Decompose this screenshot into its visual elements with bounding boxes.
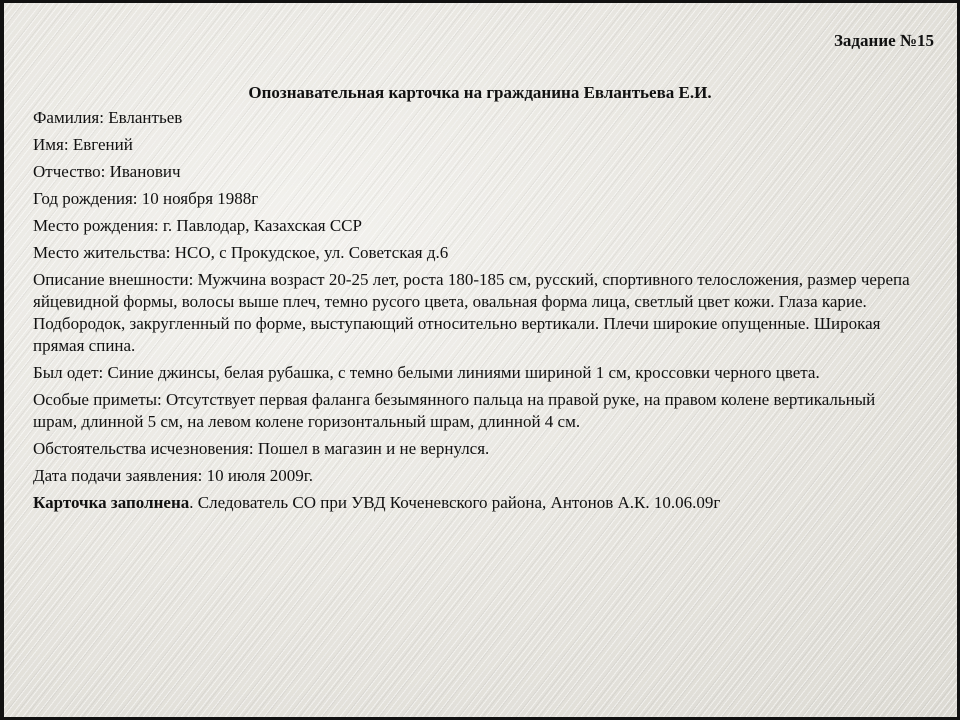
- field-birth-place: [33, 215, 913, 237]
- field-label: Описание внешности:: [33, 270, 194, 289]
- field-birth-date: [33, 188, 913, 210]
- field-value: г. Павлодар, Казахская ССР: [162, 216, 362, 235]
- field-value: 10 июля 2009г.: [206, 466, 314, 485]
- field-label: Место жительства:: [33, 243, 171, 262]
- field-value: Иванович: [109, 162, 181, 181]
- field-special-marks: [33, 389, 913, 433]
- task-label: Задание №15: [833, 31, 934, 50]
- field-label: Фамилия:: [33, 108, 104, 127]
- field-value: 10 ноября 1988г: [141, 189, 259, 208]
- field-value: Синие джинсы, белая рубашка, с темно белыми линиями шириной 1 см, кроссовки черного цвета.: [107, 363, 820, 382]
- field-label: Отчество:: [33, 162, 106, 181]
- field-value: Пошел в магазин и не вернулся.: [257, 439, 490, 458]
- field-application-date: [33, 465, 913, 487]
- card-completed-by: [33, 492, 913, 514]
- field-label: Особые приметы:: [33, 390, 162, 409]
- field-label: Год рождения:: [33, 189, 138, 208]
- footer-label: Карточка заполнена: [33, 493, 190, 512]
- field-value: НСО, с Прокудское, ул. Советская д.6: [174, 243, 449, 262]
- field-label: Был одет:: [33, 363, 104, 382]
- field-clothing: [33, 362, 913, 384]
- field-value: Евгений: [72, 135, 133, 154]
- field-appearance: [33, 269, 913, 357]
- field-label: Место рождения:: [33, 216, 159, 235]
- field-residence: [33, 242, 913, 264]
- field-value: Евлантьев: [108, 108, 183, 127]
- field-surname: [33, 107, 913, 129]
- field-label: Имя:: [33, 135, 69, 154]
- field-patronymic: [33, 161, 913, 183]
- field-value: Мужчина возраст 20-25 лет, роста 180-185 см, русский, спортивного телосложения, размер черепа яйцевидной формы, волосы выше плеч, темно русого цвета, овальная форма лица, светлый цвет кожи. Глаза карие. Подбородок, закругленный по форме, выступающий относительно вертикали. Плечи широкие опущенные. Широкая прямая спина.: [33, 270, 910, 355]
- card-title: Опознавательная карточка на гражданина Евлантьева Е.И.: [248, 83, 712, 102]
- field-value: Отсутствует первая фаланга безымянного пальца на правой руке, на правом колене вертикальный шрам, длинной 5 см, на левом колене горизонтальный шрам, длинной 4 см.: [33, 390, 876, 431]
- field-label: Дата подачи заявления:: [33, 466, 203, 485]
- field-name: [33, 134, 913, 156]
- field-label: Обстоятельства исчезновения:: [33, 439, 254, 458]
- field-disappearance-circumstances: [33, 438, 913, 460]
- footer-value: . Следователь СО при УВД Коченевского района, Антонов А.К. 10.06.09г: [189, 493, 721, 512]
- card-fields: [33, 107, 913, 519]
